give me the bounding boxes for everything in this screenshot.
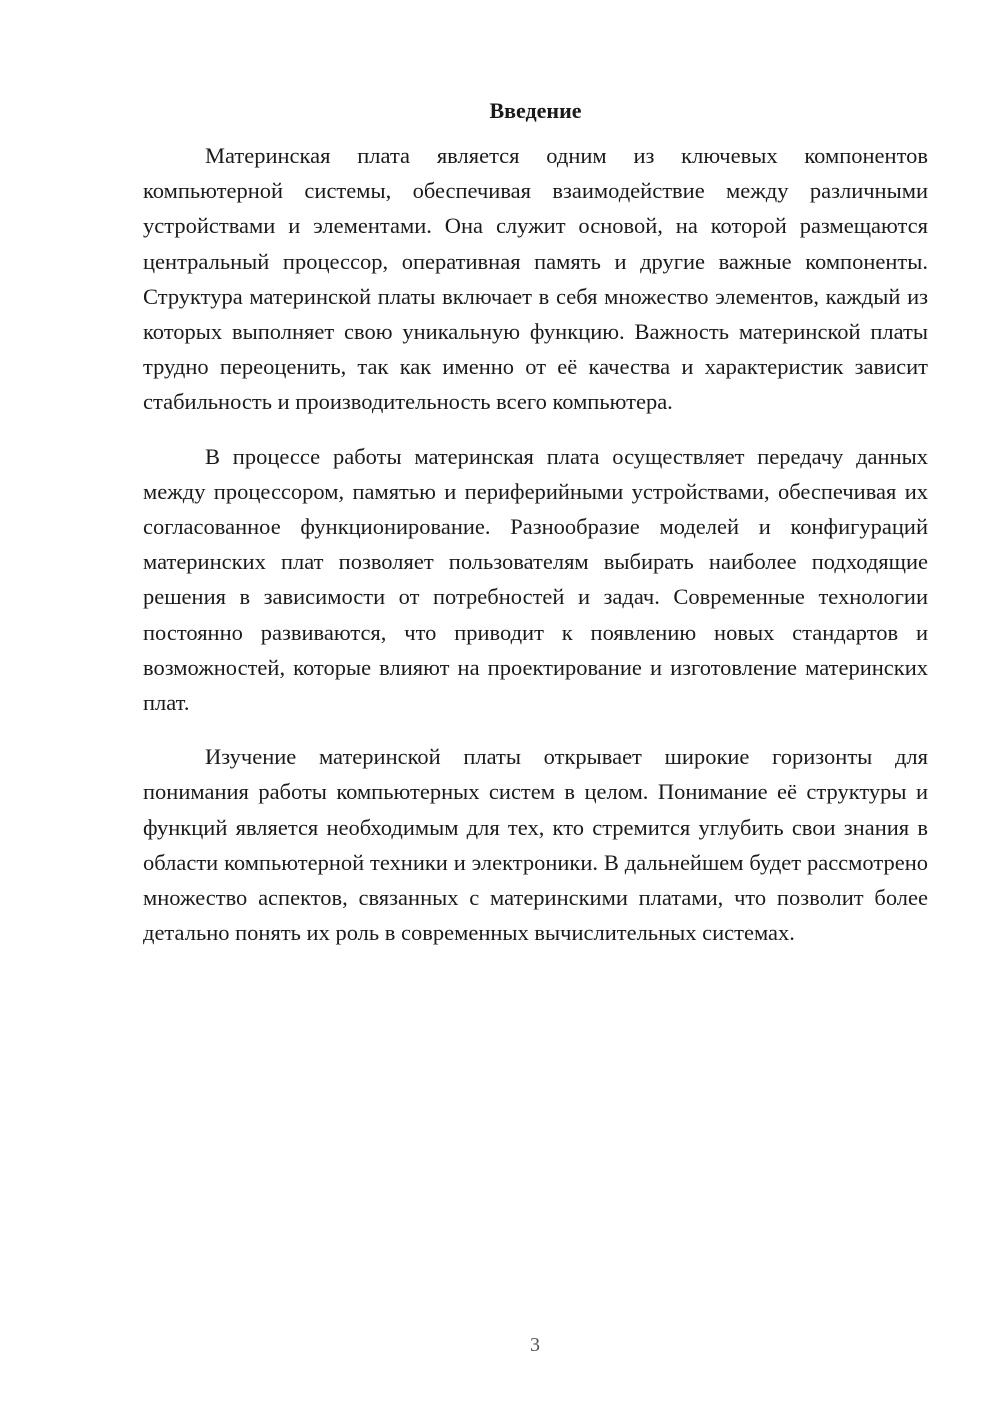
paragraph-3: Изучение материнской платы открывает широкие горизонты для понимания работы компьютерных систем в целом. Понимание её структуры и функций является необходимым для тех, кто стремится углубить свои знания в области компьютерной техники и электроники. В дальнейшем будет рассмотрено множество аспектов, связанных с материнскими платами, что позволит более детально понять их роль в современных вычислительных системах.	[143, 744, 928, 946]
document-body	[143, 96, 928, 969]
paragraph-2: В процессе работы материнская плата осуществляет передачу данных между процессором, памятью и периферийными устройствами, обеспечивая их согласованное функционирование. Разнообразие моделей и конфигураций материнских плат позволяет пользователям выбирать наиболее подходящие решения в зависимости от потребностей и задач. Современные технологии постоянно развиваются, что приводит к появлению новых стандартов и возможностей, которые влияют на проектирование и изготовление материнских плат.	[143, 443, 928, 716]
page-number: 3	[530, 1334, 540, 1356]
section-title: Введение	[489, 98, 582, 123]
paragraph-1: Материнская плата является одним из ключевых компонентов компьютерной системы, обеспечивая взаимодействие между различными устройствами и элементами. Она служит основой, на которой размещаются центральный процессор, оперативная память и другие важные компоненты. Структура материнской платы включает в себя множество элементов, каждый из которых выполняет свою уникальную функцию. Важность материнской платы трудно переоценить, так как именно от её качества и характеристик зависит стабильность и производительность всего компьютера.	[143, 143, 928, 415]
